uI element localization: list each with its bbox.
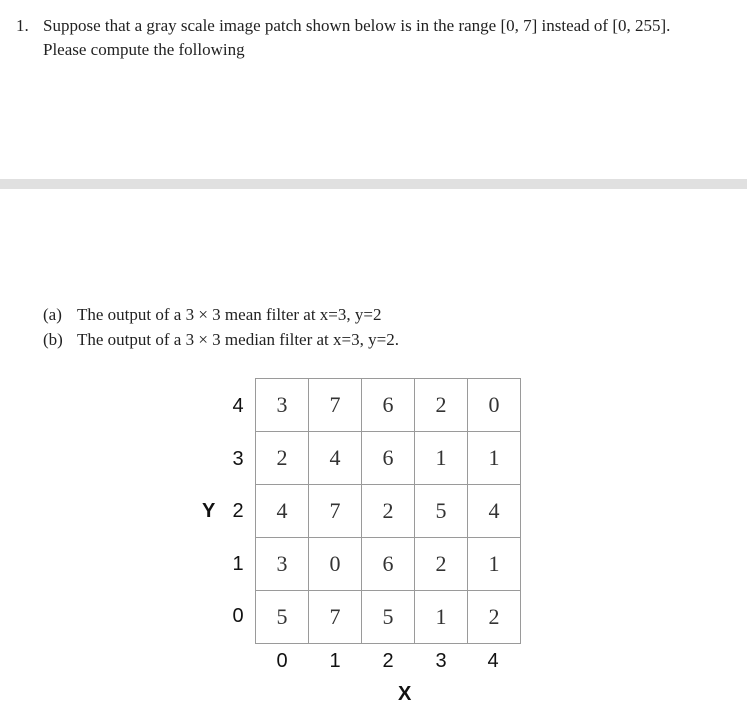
y-tick-label: 4 [232, 395, 244, 417]
pixel-cell: 0 [309, 538, 362, 591]
pixel-cell: 6 [362, 432, 415, 485]
pixel-cell: 6 [362, 538, 415, 591]
grid-row-y0 [256, 591, 521, 644]
y-axis-letter: Y [202, 500, 216, 522]
pixel-cell: 2 [468, 591, 521, 644]
pixel-cell: 1 [468, 432, 521, 485]
pixel-cell: 5 [362, 591, 415, 644]
grid-row-y4 [256, 379, 521, 432]
pixel-cell: 2 [256, 432, 309, 485]
y-tick-label: 1 [232, 553, 244, 575]
x-tick-label: 0 [276, 650, 288, 672]
subquestion-b-text: The output of a 3 × 3 median filter at x=3, y=2. [77, 330, 399, 349]
pixel-cell: 3 [256, 538, 309, 591]
pixel-cell: 5 [415, 485, 468, 538]
pixel-cell: 1 [468, 538, 521, 591]
x-tick-label: 1 [329, 650, 341, 672]
question-number: 1. [16, 16, 29, 35]
pixel-cell: 7 [309, 591, 362, 644]
pixel-cell: 2 [415, 379, 468, 432]
image-patch-grid [255, 378, 521, 644]
x-tick-label: 2 [382, 650, 394, 672]
pixel-cell: 7 [309, 379, 362, 432]
pixel-cell: 2 [415, 538, 468, 591]
y-tick-label: 3 [232, 448, 244, 470]
subquestion-b-label: (b) [43, 330, 63, 349]
pixel-cell: 6 [362, 379, 415, 432]
pixel-cell: 2 [362, 485, 415, 538]
subquestion-a-label: (a) [43, 305, 62, 324]
pixel-cell: 1 [415, 432, 468, 485]
question-text-line2: Please compute the following [43, 40, 245, 59]
pixel-cell: 5 [256, 591, 309, 644]
x-tick-label: 4 [487, 650, 499, 672]
pixel-cell: 4 [468, 485, 521, 538]
x-tick-label: 3 [435, 650, 447, 672]
grid-row-y2 [256, 485, 521, 538]
y-tick-label: 0 [232, 605, 244, 627]
page-separator [0, 179, 747, 189]
pixel-cell: 7 [309, 485, 362, 538]
question-text-line1: Suppose that a gray scale image patch shown below is in the range [0, 7] instead of [0, 255]. [43, 16, 671, 35]
y-tick-label: 2 [232, 500, 244, 522]
pixel-cell: 4 [256, 485, 309, 538]
subquestion-a-text: The output of a 3 × 3 mean filter at x=3, y=2 [77, 305, 382, 324]
x-axis-letter: X [398, 683, 412, 705]
pixel-cell: 1 [415, 591, 468, 644]
grid-row-y1 [256, 538, 521, 591]
pixel-cell: 0 [468, 379, 521, 432]
pixel-cell: 4 [309, 432, 362, 485]
grid-row-y3 [256, 432, 521, 485]
pixel-cell: 3 [256, 379, 309, 432]
